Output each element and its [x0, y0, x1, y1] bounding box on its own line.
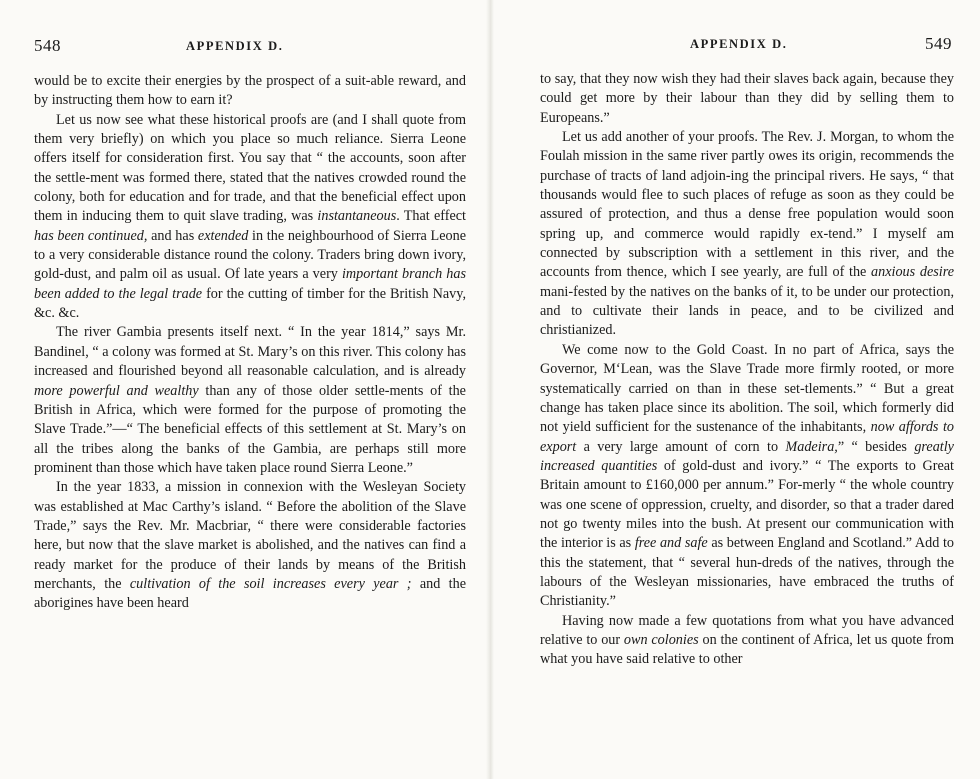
- text-run: in the neighbourhood of Sierra Leone to a very considerable distance round the colony. Traders bring down ivory, gold-dust, and palm oil as usual. Of late years a very: [34, 227, 466, 283]
- text-run: on the continent of Africa, let us quote from what you have said relative to other: [540, 631, 954, 668]
- text-run: ” “ besides: [837, 438, 915, 455]
- paragraph: [540, 612, 954, 670]
- paragraph: [540, 128, 954, 341]
- italic-text: more powerful and wealthy: [34, 382, 199, 399]
- running-title-left: APPENDIX D.: [186, 39, 284, 53]
- paragraph: [540, 70, 954, 128]
- italic-text: important branch has been added to the legal trade: [34, 266, 466, 302]
- page-number-left: 548: [34, 36, 61, 55]
- text-run: for the cutting of timber for the British Navy, &c. &c.: [34, 285, 466, 322]
- running-head-right: [540, 34, 954, 64]
- running-title-right: APPENDIX D.: [690, 37, 788, 51]
- italic-text: now affords to export: [540, 419, 954, 455]
- page-number-right: 549: [925, 34, 952, 53]
- text-run: a very large amount of corn to: [576, 438, 786, 455]
- text-run: We come now to the Gold Coast. In no part of Africa, says the Governor, M‘Lean, was the Slave Trade more firmly rooted, or more systematically carried on than in these set-tlements.” “ But a great change has taken place since its abolition. The soil, which formerly did not yield sufficient for the sustenance of the inhabitants,: [540, 341, 954, 436]
- italic-text: cultivation of the soil increases every year ;: [129, 575, 412, 592]
- text-run: of gold-dust and ivory.” “ The exports to Great Britain amount to £160,000 per annum.” For-merly “ the whole country was one scene of oppression, cruelty, and disorder, so that a trader dared not go twenty miles into the bush. At present our communication with the interior is as: [540, 457, 954, 552]
- italic-text: has been continued,: [34, 227, 148, 244]
- text-run: The river Gambia presents itself next. “ In the year 1814,” says Mr. Bandinel, “ a colony was formed at St. Mary’s on this river. This colony has increased and flourished beyond all reasonable calculation, and is already: [34, 324, 466, 380]
- italic-text: Madeira,: [785, 438, 838, 455]
- text-run: . That effect: [396, 208, 466, 225]
- text-run: would be to excite their energies by the prospect of a suit-able reward, and by instructing them how to earn it?: [34, 73, 466, 109]
- left-page-body: [34, 72, 466, 614]
- text-run: and the aborigines have been heard: [34, 575, 466, 612]
- paragraph: [34, 478, 466, 613]
- text-run: and has: [147, 227, 198, 244]
- paragraph: [34, 323, 466, 478]
- text-run: Let us now see what these historical proofs are (and I shall quote from them very briefly) on which you place so much reliance. Sierra Leone offers itself for consideration first. You say that “ the accounts, soon after the settle-ment was formed there, stated that the natives crowded round the colony, both for education and for trade, and that the beneficial effect upon them in inducing them to quit slave trading, was: [34, 111, 466, 225]
- text-run: than any of those older settle-ments of the British in Africa, which were formed for the purpose of promoting the Slave Trade.”—“ The beneficial effects of this settlement at St. Mary’s on all the tribes along the banks of the Gambia, are perhaps still more prominent than those which have taken place round Sierra Leone.”: [34, 382, 466, 476]
- paragraph: [34, 111, 466, 324]
- text-run: Let us add another of your proofs. The Rev. J. Morgan, to whom the Foulah mission in the same river partly owes its origin, recommends the purchase of tracts of land adjoin-ing the principal rivers. He says, “ that thousands would flee to such places of refuge as soon as they could be assured of protection, and thus a dense free population would soon spring up, and commerce would rapidly ex-tend.” I myself am connected by subscription with a settlement in this river, and the accounts from thence, which I see yearly, are full of the: [540, 129, 954, 281]
- paragraph: [34, 72, 466, 111]
- text-run: to say, that they now wish they had their slaves back again, because they could get more by their labour than they did by selling them to Europeans.”: [540, 71, 954, 126]
- right-page: [490, 0, 980, 779]
- text-run: mani-fested by the natives on the banks of it, to be under our protection, and to cultivate their lands in peace, and to be civilized and christianized.: [540, 283, 954, 339]
- italic-text: anxious desire: [871, 264, 954, 281]
- right-page-body: [540, 70, 954, 670]
- text-run: as between England and Scotland.” Add to this the statement, that “ several hun-dreds of the natives, through the labours of the Wesleyan missionaries, have embraced the truths of Christianity.”: [540, 535, 954, 610]
- text-run: In the year 1833, a mission in connexion with the Wesleyan Society was established at Mac Carthy’s island. “ Before the abolition of the Slave Trade,” says the Rev. Mr. Macbriar, “ there were considerable factories here, but now that the slave market is abolished, and the natives can find a ready market for the produce of their lands by means of the British merchants, the: [34, 479, 466, 592]
- italic-text: own colonies: [623, 631, 699, 648]
- italic-text: instantaneous: [317, 208, 397, 225]
- paragraph: [540, 341, 954, 612]
- italic-text: free and safe: [634, 535, 708, 552]
- italic-text: greatly increased quantities: [540, 438, 954, 474]
- running-head-left: [34, 36, 466, 66]
- text-run: Having now made a few quotations from what you have advanced relative to our: [540, 612, 954, 648]
- italic-text: extended: [197, 227, 249, 244]
